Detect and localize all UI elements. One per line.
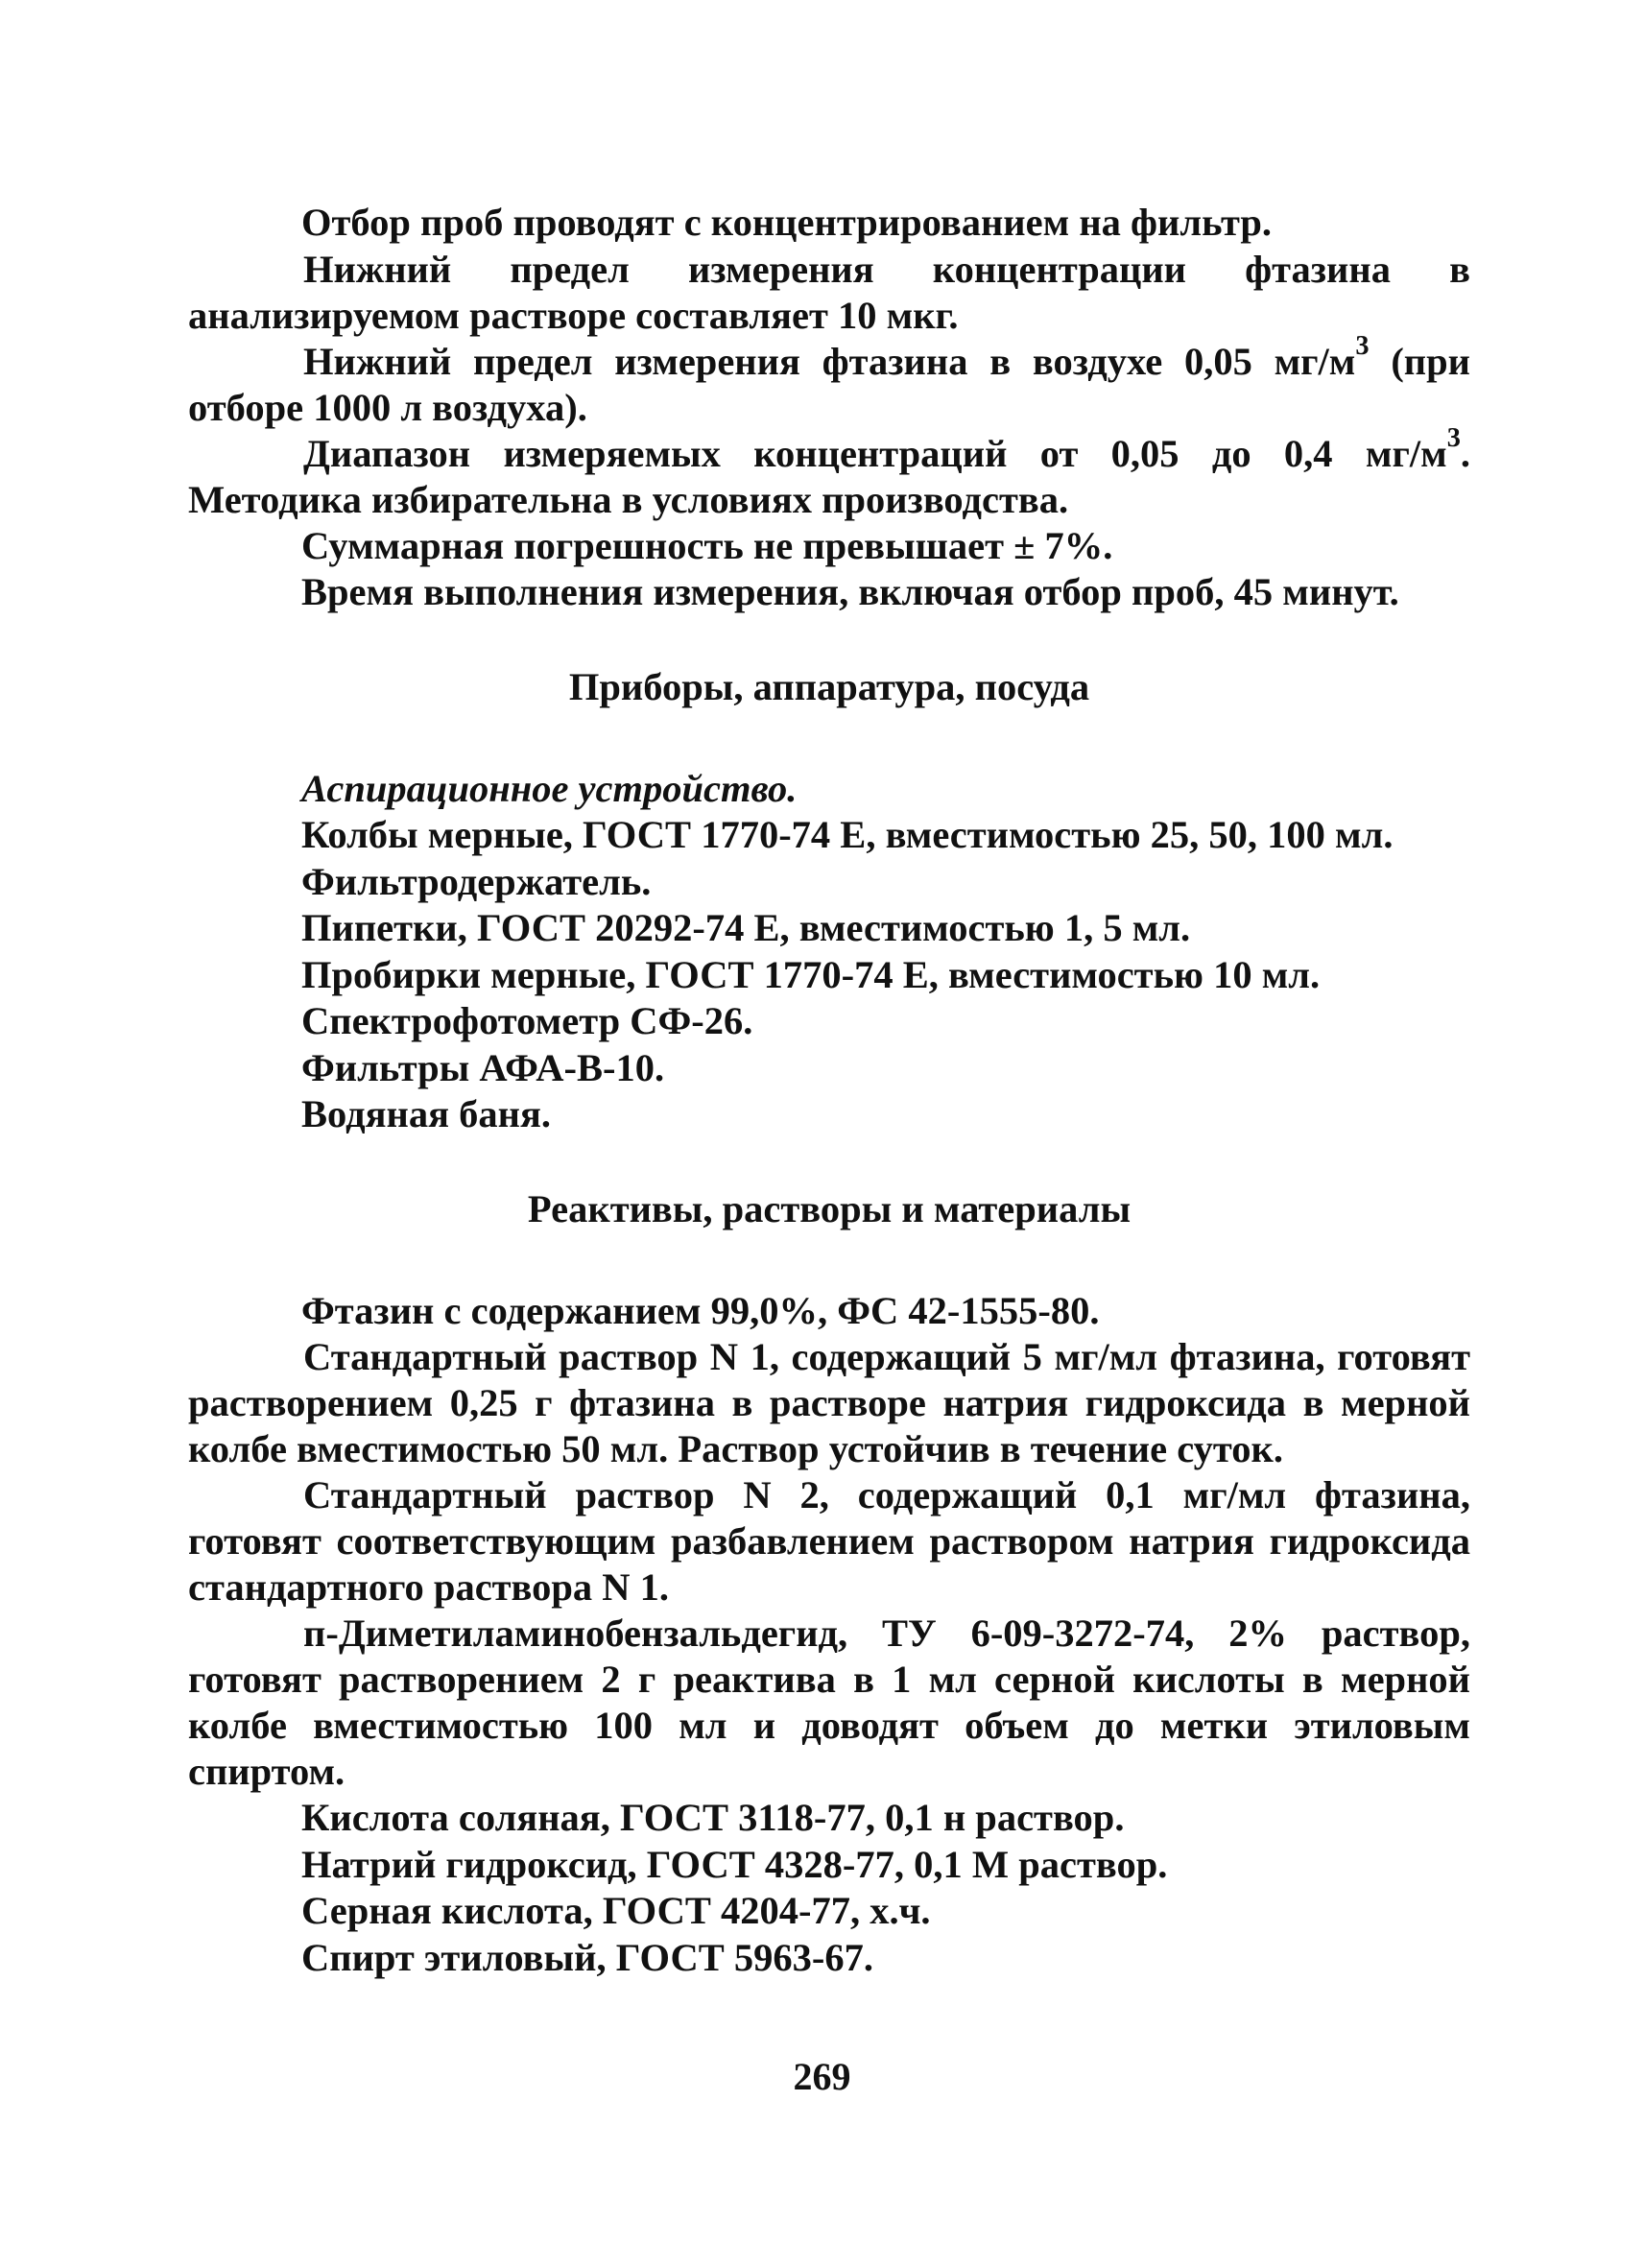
heading-equipment: Приборы, аппаратура, посуда: [568, 664, 1090, 708]
reagent-item: Кислота соляная, ГОСТ 3118-77, 0,1 н раствор.: [301, 1796, 1125, 1839]
paragraph-detection-limit-solution: Нижний предел измерения концентрации фтазина в анализируемом растворе составляет 10 мкг.: [188, 247, 1470, 337]
equipment-item: Пробирки мерные, ГОСТ 1770-74 Е, вместимостью 10 мл.: [301, 952, 1321, 996]
equipment-item: Водяная баня.: [301, 1092, 551, 1135]
equipment-item: Колбы мерные, ГОСТ 1770-74 Е, вместимостью 25, 50, 100 мл.: [301, 813, 1394, 856]
paragraph-execution-time: Время выполнения измерения, включая отбор проб, 45 минут.: [301, 570, 1399, 613]
detection-limit-text: Нижний предел измерения фтазина в воздухе 0,05 мг/м: [303, 339, 1356, 383]
equipment-item: Фильтры АФА-В-10.: [301, 1045, 665, 1089]
reagents-section: [188, 1288, 1470, 1982]
range-note: . Методика избирательна в условиях производства.: [188, 431, 1470, 521]
detection-limit-note: (при отборе 1000 л воздуха).: [188, 339, 1470, 429]
equipment-item: Спектрофотометр СФ-26.: [301, 999, 753, 1042]
reagent-paragraph: п-Диметиламинобензальдегид, ТУ 6-09-3272-74, 2% раствор, готовят растворением 2 г реактива в 1 мл серной кислоты в мерной колбе вместимостью 100 мл и доводят объем до метки этиловым спиртом.: [188, 1611, 1470, 1793]
heading-reagents: Реактивы, растворы и материалы: [527, 1186, 1132, 1230]
range-text: Диапазон измеряемых концентраций от 0,05 до 0,4 мг/м: [303, 431, 1447, 475]
page-number: 269: [793, 2055, 851, 2098]
superscript-cubic: 3: [1446, 422, 1461, 453]
reagent-item: Спирт этиловый, ГОСТ 5963-67.: [301, 1935, 873, 1979]
page-content: [188, 200, 1470, 1981]
superscript-cubic: 3: [1355, 330, 1370, 361]
reagent-paragraph: Стандартный раствор N 2, содержащий 0,1 мг/мл фтазина, готовят соответствующим разбавлением раствором натрия гидроксида стандартного раствора N 1.: [188, 1473, 1470, 1609]
reagent-paragraph: Фтазин с содержанием 99,0%, ФС 42-1555-80.: [301, 1288, 1100, 1332]
paragraph-total-error: Суммарная погрешность не превышает ± 7%.: [301, 523, 1113, 567]
equipment-item: Фильтродержатель.: [301, 859, 652, 903]
paragraph-sampling: Отбор проб проводят с концентрированием на фильтр.: [301, 201, 1273, 244]
reagent-paragraph: Стандартный раствор N 1, содержащий 5 мг/мл фтазина, готовят растворением 0,25 г фтазина в растворе натрия гидроксида в мерной колбе вместимостью 50 мл. Раствор устойчив в течение суток.: [188, 1335, 1470, 1470]
reagent-item: Серная кислота, ГОСТ 4204-77, х.ч.: [301, 1889, 931, 1932]
paragraph-detection-limit-air: [188, 330, 1470, 431]
equipment-item: Пипетки, ГОСТ 20292-74 Е, вместимостью 1, 5 мл.: [301, 906, 1191, 949]
reagent-item: Натрий гидроксид, ГОСТ 4328-77, 0,1 М раствор.: [301, 1842, 1168, 1886]
equipment-item: Аспирационное устройство.: [301, 766, 798, 810]
equipment-list: [188, 766, 1470, 1138]
paragraph-measurement-range: [188, 422, 1470, 523]
